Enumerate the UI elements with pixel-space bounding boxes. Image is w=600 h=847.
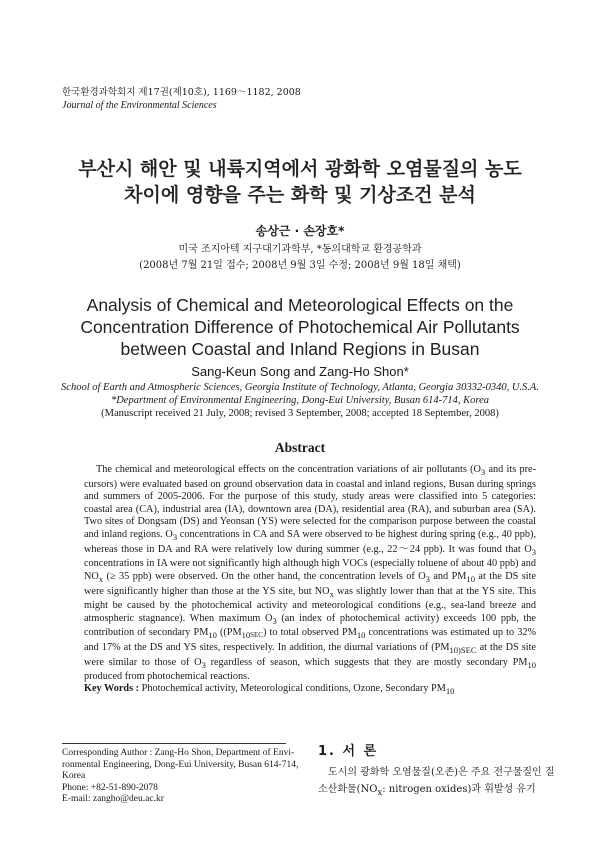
- subscript: 3: [425, 573, 430, 584]
- abstract-text: ((PM: [216, 627, 242, 639]
- korean-dates: (2008년 7월 21일 접수; 2008년 9월 3일 수정; 2008년 9월 18일 채택): [139, 260, 461, 271]
- abstract-text: at the DS site were similar to those of O: [84, 642, 536, 668]
- section-heading-introduction: 1. 서 론: [318, 744, 379, 759]
- english-affiliation-line-1: School of Earth and Atmospheric Sciences, Georgia Institute of Technology, Atlanta, Georgia 30332-0340, U.S.A.: [61, 382, 539, 393]
- subscript: x: [377, 787, 383, 797]
- introduction-text: : nitrogen oxides)과 휘발성 유기: [382, 784, 536, 795]
- subscript: 10: [241, 630, 251, 641]
- introduction-text: 도시의 광화학 오염물질(오존)은 주요 전구물질인 질소산화물(NO: [318, 767, 555, 795]
- subscript-sec: SEC: [250, 631, 263, 640]
- subscript: 3: [531, 546, 536, 557]
- footnote-divider: [62, 743, 286, 744]
- abstract-text: concentrations was estimated up to 32% and 17% at the DS and YS sites, respectively. In addition, the diurnal variations of (PM: [84, 627, 536, 654]
- english-title-line-1: Analysis of Chemical and Meteorological Effects on the: [86, 295, 514, 315]
- journal-kr-line: 한국환경과학회지 제17권(제10호), 1169～1182, 2008: [62, 87, 301, 98]
- correspondence-email: E-mail: zangho@deu.ac.kr: [62, 794, 164, 805]
- subscript: 3: [480, 467, 486, 478]
- correspondence-line: Corresponding Author : Zang-Ho Shon, Department of Envi-: [62, 748, 295, 758]
- keywords: [84, 683, 536, 696]
- korean-authors: 송상근 · 손장호*: [255, 224, 345, 238]
- korean-title: [0, 156, 600, 208]
- abstract-text: produced from photochemical reactions.: [84, 671, 250, 683]
- subscript: 10: [208, 630, 217, 641]
- journal-en-line: Journal of the Environmental Sciences: [62, 100, 217, 111]
- english-title: [0, 294, 600, 360]
- abstract-heading: Abstract: [274, 440, 326, 455]
- subscript: 10: [356, 630, 366, 641]
- subscript: 10: [466, 573, 475, 584]
- abstract-text: regardless of season, which suggests that they are mostly secondary PM: [205, 656, 528, 668]
- introduction-body: [318, 764, 558, 801]
- abstract-text: and its pre-cursors) were evaluated based on ground observation data in coastal and inland regions, Busan during springs and summers of 2005-2006. For the purpose of this study, study areas were classified into 5 categories: coastal area (CA), industrial area (IA), downtown area (DA), residential area (RA), and suburban area (SA). Two sites of Dongsam (DS) and Yeonsan (YS) were selected for the comparison purpose between the coastal and inland regions. O: [84, 464, 536, 541]
- abstract-text: at the DS site were significantly higher than those at the YS site, but NO: [84, 570, 536, 597]
- subscript: x: [329, 588, 334, 599]
- korean-title-line-2: 차이에 영향을 주는 화학 및 기상조건 분석: [124, 184, 476, 206]
- correspondence-block: [62, 748, 307, 806]
- subscript: 10)SEC: [449, 645, 477, 656]
- abstract-text: ) to total observed PM: [262, 627, 357, 639]
- subscript: 3: [201, 659, 206, 670]
- keywords-label: Key Words :: [84, 683, 140, 694]
- keywords-text: Photochemical activity, Meteorological conditions, Ozone, Secondary PM: [139, 683, 446, 694]
- abstract-text: concentrations in CA and SA were observed to be highest during spring (e.g., 40 ppb), whereas those in DA and RA were relatively low during summer (e.g., 22～24 ppb). It was found that O: [84, 529, 537, 555]
- subscript: 10: [527, 659, 536, 670]
- abstract-text: (≥ 35 ppb) were observed. On the other hand, the concentration levels of O: [103, 570, 426, 582]
- abstract-body: [84, 464, 536, 684]
- journal-header: [62, 86, 301, 112]
- correspondence-line: Korea: [62, 771, 86, 782]
- abstract-text: was slightly lower than that at the YS site. This might be caused by the photochemical activity and meteorological conditions (e.g., sea-land breeze and atmospheric stagnance). When maximum O: [84, 585, 537, 624]
- abstract-text: The chemical and meteorological effects on the concentration variations of air pollutants (O: [96, 464, 481, 475]
- english-authors: Sang-Keun Song and Zang-Ho Shon*: [191, 364, 409, 379]
- abstract-text: and PM: [429, 570, 467, 582]
- abstract-text: (an index of photochemical activity) exceeds 100 ppb, the contribution of secondary PM: [84, 612, 536, 639]
- english-affiliation: [0, 381, 600, 407]
- correspondence-line: ronmental Engineering, Dong-Eui University, Busan 614-714,: [62, 759, 299, 770]
- abstract-text: concentrations in IA were not significantly high although high VOCs (especially toluene of about 40 ppb) and NO: [84, 558, 536, 582]
- english-dates: (Manuscript received 21 July, 2008; revised 3 September, 2008; accepted 18 September, 2008): [101, 408, 499, 419]
- english-title-line-3: between Coastal and Inland Regions in Busan: [120, 339, 480, 359]
- korean-affiliation: 미국 조지아텍 지구대기과학부, *동의대학교 환경공학과: [178, 244, 422, 255]
- korean-title-line-1: 부산시 해안 및 내륙지역에서 광화학 오염물질의 농도: [78, 158, 522, 180]
- subscript: 3: [172, 532, 178, 543]
- subscript: 3: [272, 615, 277, 626]
- english-title-line-2: Concentration Difference of Photochemical Air Pollutants: [80, 317, 520, 337]
- keywords-subscript: 10: [445, 686, 455, 697]
- english-affiliation-line-2: *Department of Environmental Engineering, Dong-Eui University, Busan 614-714, Korea: [110, 395, 490, 406]
- correspondence-phone: Phone: +82-51-890-2078: [62, 782, 158, 793]
- subscript: x: [98, 573, 104, 584]
